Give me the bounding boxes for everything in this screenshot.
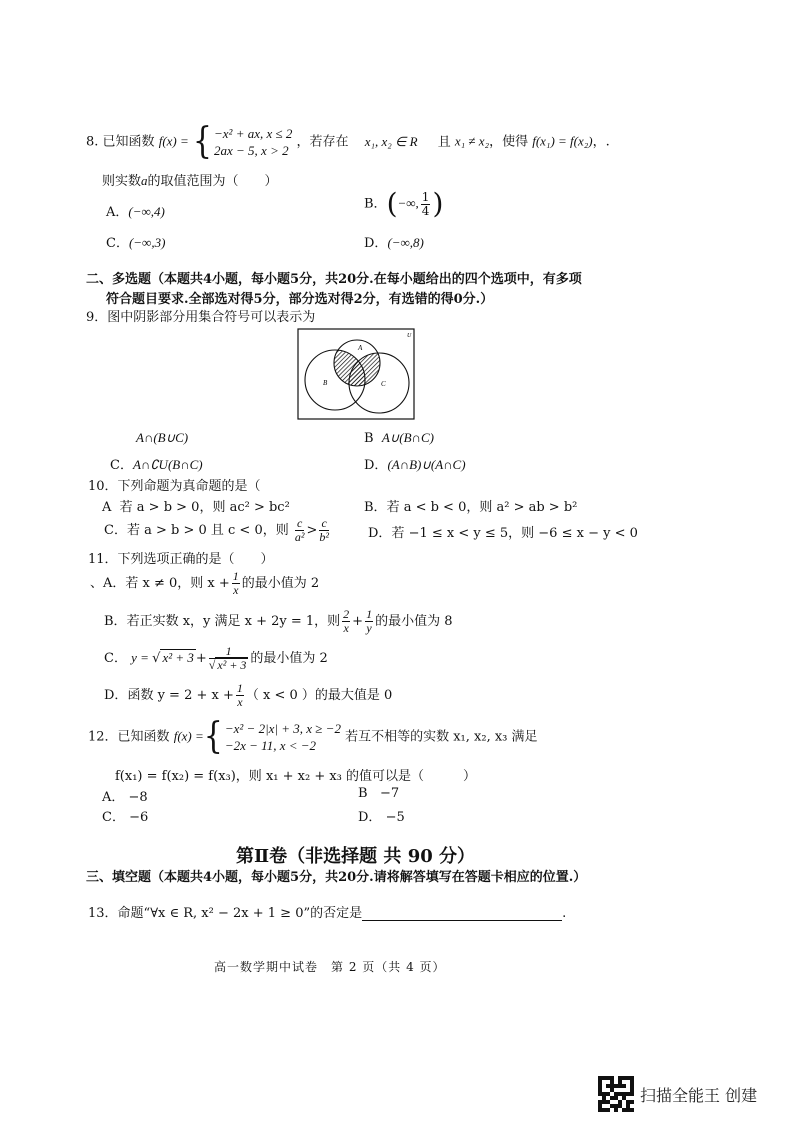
page-footer: 高一数学期中试卷 第 2 页（共 4 页）	[214, 960, 446, 974]
q12-option-b: B −7	[358, 786, 400, 801]
q13-answer-blank	[362, 908, 562, 921]
q8-number: 8	[86, 134, 95, 150]
q10-stem: 下列命题为真命题的是（	[117, 479, 261, 494]
q13-number: 13．	[88, 906, 118, 921]
q8-option-b: B．(−∞, $\frac{1}{4}$ )	[364, 187, 444, 220]
q8-stem-f: 则实数	[102, 174, 142, 189]
q9-stem: 图中阴影部分用集合符号可以表示为	[107, 310, 316, 325]
q8-stem-b: ，若存在	[296, 134, 349, 150]
q11-option-c: C． y = √ x² + 3 + $\frac{1}{\text{√ x² + 3}}$ 的最小值为 2	[104, 644, 328, 672]
venn-diagram	[297, 328, 415, 420]
section2-line1: 二、多选题（本题共4小题，每小题5分，共20分.在每小题给出的四个选项中，有多项	[86, 272, 582, 287]
q8-cases	[214, 125, 292, 159]
q8-stem-e: ，.	[592, 134, 610, 150]
q9-option-b: B A∪(B∩C)	[364, 430, 434, 446]
venn-svg	[297, 328, 415, 420]
q12-line2: f(x₁) = f(x₂) = f(x₃)，则 x₁ + x₂ + x₃ 的值可以是（ ）	[115, 769, 477, 784]
q8-case2: 2ax − 5, x > 2	[214, 143, 289, 158]
section3-heading: 三、填空题（本题共4小题，每小题5分，共20分.请将解答填写在答题卡相应的位置.）	[86, 870, 587, 885]
q8-func: f(x) =	[158, 133, 189, 149]
q10-number: 10．	[88, 479, 118, 494]
q10-option-b: B．若 a < b < 0，则 a² > ab > b²	[364, 500, 578, 515]
q11-option-d: D．函数 y = 2 + x + $\frac{1}{x}$ （ x < 0 ）的最大值是 0	[104, 681, 393, 709]
q12-line1: 12．已知函数 f(x) ={ −x² − 2|x| + 3, x ≥ −2 −2x − 11, x < −2 若互不相等的实数 x₁, x₂, x₃ 满足	[88, 715, 538, 758]
q11-number: 11．	[88, 552, 118, 567]
q9-option-c: C．A∩∁U(B∩C)	[110, 457, 203, 473]
watermark-text: 扫描全能王 创建	[640, 1086, 758, 1105]
q8-stem-a: 已知函数	[102, 134, 155, 150]
q13-stem: 命题“∀x ∈ R, x² − 2x + 1 ≥ 0”的否定是	[117, 906, 363, 921]
q12-option-c: C． −6	[102, 810, 149, 825]
q8-vars: x₁, x₂ ∈ R	[364, 133, 418, 149]
q10-option-d: D．若 −1 ≤ x < y ≤ 5，则 −6 ≤ x − y < 0	[368, 526, 638, 541]
q8-option-a: A．(−∞,4)	[106, 204, 165, 220]
q9-number: 9．	[86, 310, 108, 325]
q9-stem-line	[86, 306, 315, 325]
q8-option-c: C．(−∞,3)	[106, 235, 166, 251]
qr-code	[598, 1076, 634, 1112]
label-a: A	[358, 344, 363, 352]
label-u: U	[407, 333, 412, 339]
q8-line1: 8. 已知函数 f(x) = { −x² + ax, x ≤ 2 2ax − 5, x > 2 ，若存在 x₁, x₂ ∈ R 且 x₁ ≠ x₂，使得 f(x₁) = f(x₂)，.	[86, 120, 610, 163]
q8-var-a: a	[141, 173, 148, 188]
q8-brace: {	[192, 120, 212, 163]
q8-stem-g: 的取值范围为（ ）	[147, 174, 278, 189]
label-c: C	[381, 380, 386, 388]
q11-stem: 下列选项正确的是（ ）	[117, 552, 274, 567]
q8-option-d: D．(−∞,8)	[364, 235, 424, 251]
q12-option-d: D． −5	[358, 810, 405, 825]
q13-line: 13．命题“∀x ∈ R, x² − 2x + 1 ≥ 0”的否定是 .	[88, 906, 567, 921]
q9-option-a: A∩(B∪C)	[136, 430, 189, 445]
part2-title: 第Ⅱ卷（非选择题 共 90 分）	[236, 846, 476, 867]
q10-stem-line	[88, 475, 261, 494]
q8-eq: f(x₁) = f(x₂)	[532, 133, 593, 149]
q12-option-a: A． −8	[102, 790, 148, 805]
section2-line2: 符合题目要求.全部选对得5分，部分选对得2分，有选错的得0分.）	[106, 292, 494, 307]
qr-grid	[598, 1076, 634, 1112]
q11-stem-line	[88, 548, 274, 567]
q11-option-b: B．若正实数 x，y 满足 x + 2y = 1，则 $\frac{2}{x}$ + $\frac{1}{y}$ 的最小值为 8	[104, 607, 453, 635]
q10-option-a: A 若 a > b > 0，则 ac² > bc²	[102, 500, 290, 515]
q10-option-c: C．若 a > b > 0 且 c < 0，则 $\frac{c}{\text{a²}}$ > $\frac{c}{\text{b²}}$	[104, 516, 329, 544]
q8-stem-c: 且	[437, 134, 451, 150]
label-b: B	[323, 379, 328, 387]
q11-option-a: 、A．若 x ≠ 0，则 x + $\frac{1}{x}$ 的最小值为 2	[90, 569, 320, 597]
q8-neq: x₁ ≠ x₂	[454, 133, 490, 149]
q8-case1: −x² + ax, x ≤ 2	[214, 126, 293, 141]
q12-number: 12．	[88, 729, 118, 745]
q8-stem-d: ，使得	[489, 134, 529, 150]
q9-option-d: D．(A∩B)∪(A∩C)	[364, 457, 466, 473]
q8-line2	[102, 170, 278, 189]
